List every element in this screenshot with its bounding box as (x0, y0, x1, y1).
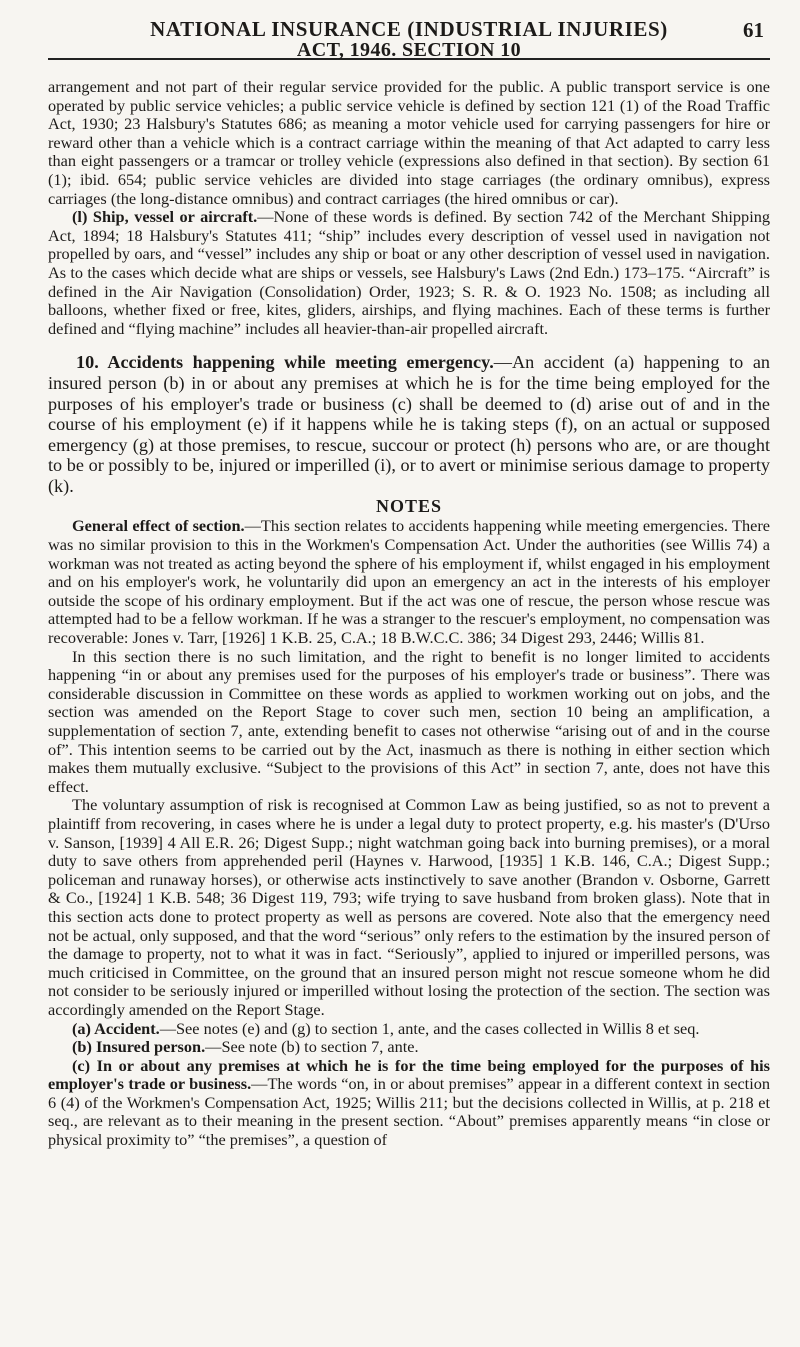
header-title-line1: NATIONAL INSURANCE (INDUSTRIAL INJURIES) (150, 17, 668, 41)
page-number: 61 (743, 18, 764, 42)
continuation-paragraph: arrangement and not part of their regular service provided for the public. A public transport service is one operated by public service vehicles; a public service vehicle is defined by section 121 (1) of the Road Traffic Act, 1930; 23 Halsbury's Statutes 686; as meaning a motor vehicle used for carrying passengers for hire or reward other than a vehicle which is a contract carriage within the meaning of that Act adapted to carry less than eight passengers or a tramcar or trolley vehicle (expressions also defined in that section). By section 61 (1); ibid. 654; public service vehicles are divided into stage carriages (the ordinary omnibus), express carriages (the long-distance omnibus) and contract carriages (the hired omnibus or car). (48, 77, 770, 208)
header-title-line2: ACT, 1946. SECTION 10 (296, 39, 522, 61)
note-a-paragraph (48, 1020, 770, 1039)
note-c-paragraph (48, 1057, 770, 1150)
note-l-lead: (l) Ship, vessel or aircraft. (72, 207, 258, 227)
note-a-text: —See notes (e) and (g) to section 1, ante, and the cases collected in Willis 8 et seq. (159, 1018, 700, 1038)
running-header (48, 16, 770, 60)
notes-heading: NOTES (375, 496, 443, 517)
general-effect-paragraph (48, 517, 770, 647)
general-effect-text: —This section relates to accidents happening while meeting emergencies. There was no similar provision to this in the Workmen's Compensation Act. Under the authorities (see Willis 74) a workman was not treated as acting beyond the sphere of his employment if, whilst engaged in his employment and on his employer's work, he voluntarily did upon an emergency an act in the interests of his employer outside the scope of his ordinary employment. But if the act was one of rescue, the person whose rescue was attempted had to be a fellow workman. If he was a stranger to the rescuer's employment, no compensation was recoverable: Jones v. Tarr, [1926] 1 K.B. 25, C.A.; 18 B.W.C.C. 386; 34 Digest 293, 2446; Willis 81. (48, 516, 771, 648)
notes-block (48, 517, 770, 1149)
voluntary-assumption-paragraph: The voluntary assumption of risk is recognised at Common Law as being justified, so as not to prevent a plaintiff from recovering, in cases where he is under a legal duty to protect property, e.g. his master's (D'Urso v. Sanson, [1939] 4 All E.R. 26; Digest Supp.; night watchman going back into burning premises), or a moral duty to save others from apprehended peril (Haynes v. Harwood, [1935] 1 K.B. 146, C.A.; Digest Supp.; policeman and runaway horses), or otherwise acts instinctively to save another (Brandon v. Osborne, Garrett & Co., [1924] 1 K.B. 548; 36 Digest 119, 793; wife trying to save husband from broken glass). Note that in this section acts done to protect property as well as persons are covered. Note also that the emergency need not be actual, only supposed, and that the word “serious” only refers to the estimation by the insured person of the damage to property, not to what it was in fact. “Seriously”, applied to injured or imperilled persons, was much criticised in Committee, on the ground that an insured person might not rescue someone whom he did not consider to be seriously injured or imperilled without losing the protection of the section. The section was accordingly amended on the Report Stage. (48, 795, 770, 1019)
general-effect-lead: General effect of section. (72, 516, 245, 536)
limitation-paragraph: In this section there is no such limitation, and the right to benefit is no longer limited to accidents happening “in or about any premises used for the purposes of his employer's trade or business”. There was considerable discussion in Committee on these words as applied to workmen working out on jobs, and the section was amended on the Report Stage to cover such men, section 10 being an amplification, a supplementation of section 7, ante, extending benefit to cases not otherwise “arising out of and in the course of”. This intention seems to be carried out by the Act, inasmuch as there is nothing in either section which makes them mutually exclusive. “Subject to the provisions of this Act” in section 7, ante, does not have this effect. (48, 646, 770, 796)
note-a-lead: (a) Accident. (72, 1018, 160, 1038)
note-b-paragraph (48, 1038, 770, 1057)
note-l-text: —None of these words is defined. By section 742 of the Merchant Shipping Act, 1894; 18 Halsbury's Statutes 411; “ship” includes every description of vessel used in navigation not propelled by oars, and “vessel” includes any ship or boat or any other description of vessel used in navigation. As to the cases which decide what are ships or vessels, see Halsbury's Laws (2nd Edn.) 173–175. “Aircraft” is defined in the Air Navigation (Consolidation) Order, 1923; S. R. & O. 1923 No. 1508; as including all balloons, whether fixed or free, kites, gliders, airships, and flying machines. Each of these terms is further defined and “flying machine” includes all heavier-than-air propelled aircraft. (48, 207, 770, 338)
section-10-text (48, 352, 770, 496)
note-b-text: —See note (b) to section 7, ante. (205, 1037, 419, 1057)
note-c-text: —The words “on, in or about premises” appear in a different context in section 6 (4) of the Workmen's Compensation Act, 1925; Willis 211; but the decisions collected in Willis, at p. 218 et seq., are relevant as to their meaning in the present section. “About” premises apparently means “in close or physical proximity to” “the premises”, a question of (48, 1074, 771, 1150)
section-10-body: —An accident (a) happening to an insured person (b) in or about any premises at which he is for the time being employed for the purposes of his employer's trade or business (c) shall be deemed to (d) arise out of and in the course of his employment (e) if it happens while he is taking steps (f), on an actual or supposed emergency (g) at those premises, to rescue, succour or protect (h) persons who are, or are thought to be or possibly to be, injured or imperilled (i), or to avert or minimise serious damage to property (k). (48, 352, 770, 496)
notes-block-top (48, 78, 770, 338)
section-10-heading: 10. Accidents happening while meeting emergency. (76, 352, 494, 373)
note-c-lead: (c) In or about any premises at which he is for the time being employed for the purposes of his employer's trade or business. (48, 1055, 770, 1094)
note-l-paragraph (48, 208, 770, 338)
note-b-lead: (b) Insured person. (72, 1037, 206, 1057)
